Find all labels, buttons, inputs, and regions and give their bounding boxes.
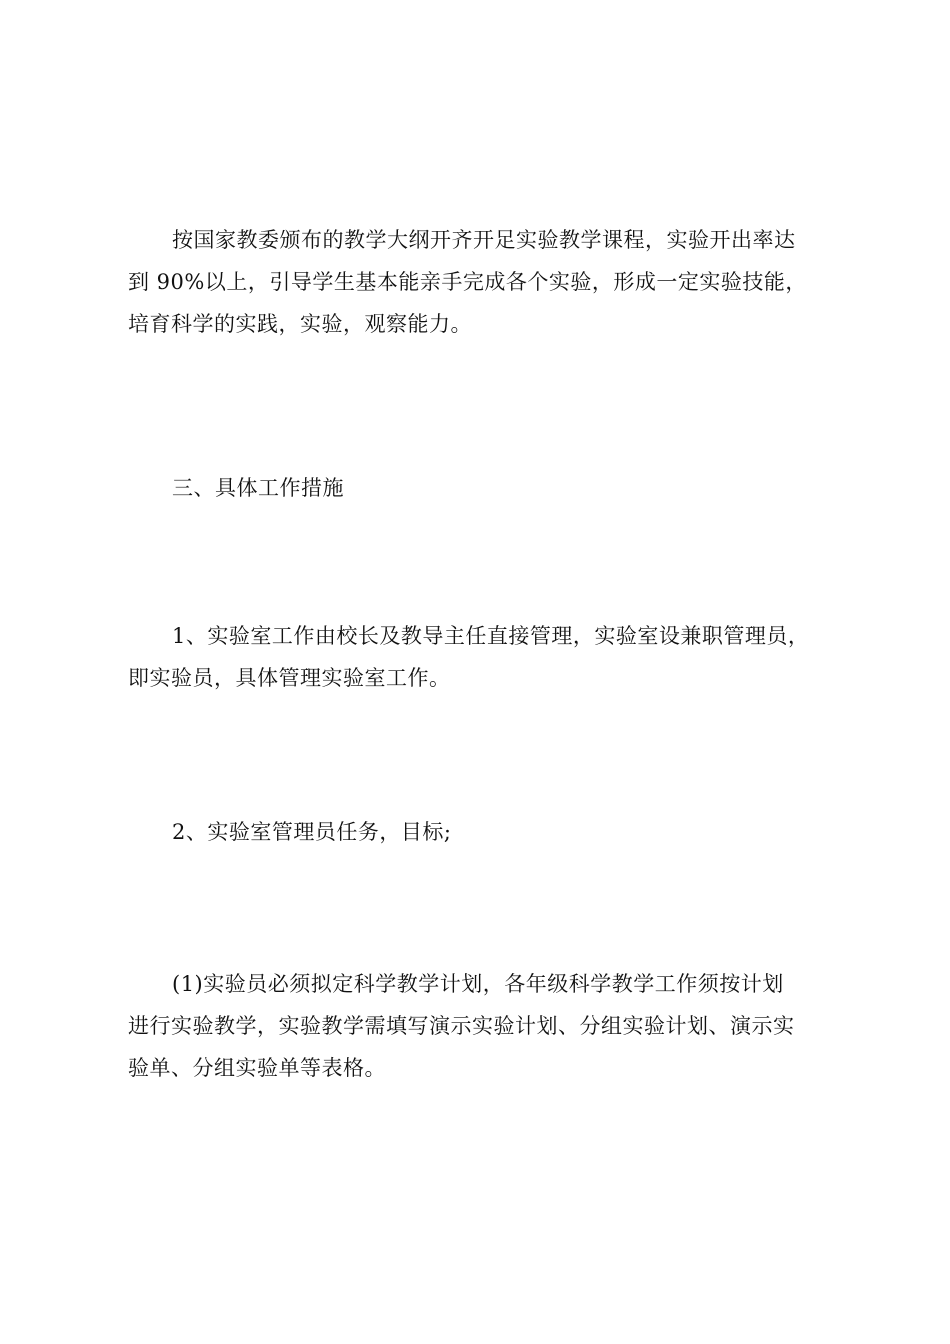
text-line: 即实验员，具体管理实验室工作。 xyxy=(128,666,451,690)
text-line: 进行实验教学，实验教学需填写演示实验计划、分组实验计划、演示实 xyxy=(128,1014,795,1038)
section-heading-text: 三、具体工作措施 xyxy=(172,476,344,500)
text-line: 到 90%以上，引导学生基本能亲手完成各个实验，形成一定实验技能， xyxy=(128,270,807,294)
text-line: 按国家教委颁布的教学大纲开齐开足实验教学课程，实验开出率达 xyxy=(172,228,796,252)
paragraph-item-2-1 xyxy=(128,963,828,1089)
text-line: 验单、分组实验单等表格。 xyxy=(128,1056,386,1080)
paragraph-item-1 xyxy=(128,615,828,699)
text-line: 培育科学的实践，实验，观察能力。 xyxy=(128,312,472,336)
text-line: (1)实验员必须拟定科学教学计划，各年级科学教学工作须按计划 xyxy=(172,972,784,996)
text-line: 1、实验室工作由校长及教导主任直接管理，实验室设兼职管理员， xyxy=(172,624,810,648)
section-heading xyxy=(128,467,828,509)
paragraph-experiment-goals xyxy=(128,219,828,345)
paragraph-item-2 xyxy=(128,811,828,853)
text-line: 2、实验室管理员任务，目标; xyxy=(172,820,452,844)
